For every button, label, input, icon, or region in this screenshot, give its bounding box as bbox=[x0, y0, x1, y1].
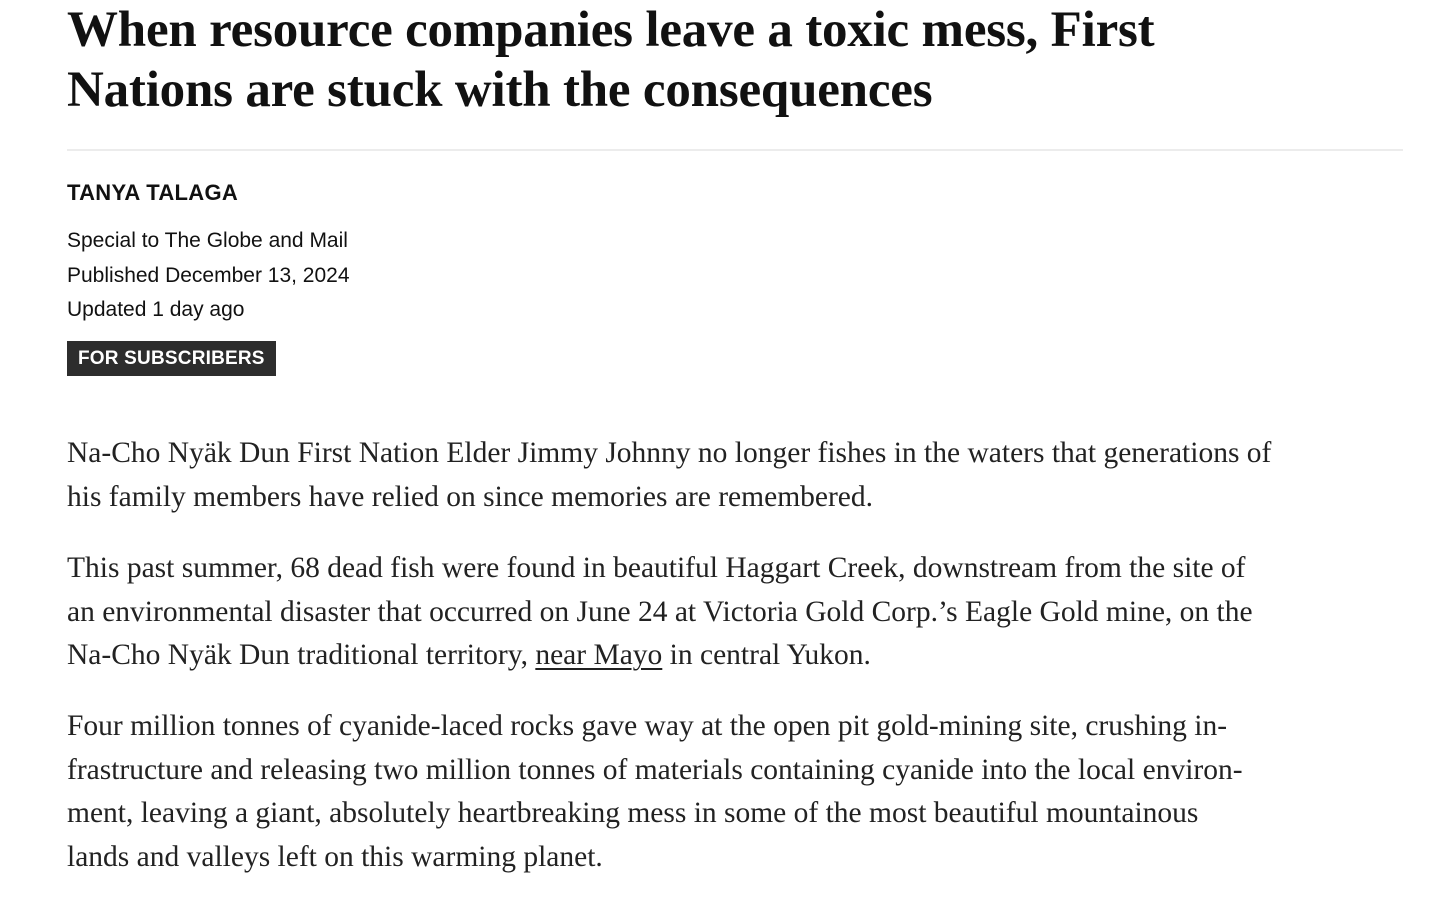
headline-line: When resource companies leave a toxic mess, First bbox=[67, 2, 1155, 58]
byline-affiliation: Special to The Globe and Mail bbox=[67, 229, 348, 252]
paragraph-line bbox=[67, 634, 1407, 678]
author-name-link[interactable]: TANYA TALAGA bbox=[67, 180, 239, 205]
paragraph-line: his family members have relied on since memories are remembered. bbox=[67, 480, 874, 513]
paragraph-text: Na-Cho Nyäk Dun traditional territory, bbox=[67, 639, 536, 671]
article-paragraph bbox=[67, 432, 1407, 519]
headline-line: Nations are stuck with the consequences bbox=[67, 62, 933, 118]
paragraph-line: lands and valleys left on this warming planet. bbox=[67, 840, 603, 873]
paragraph-line: Na-Cho Nyäk Dun First Nation Elder Jimmy Johnny no longer fishes in the waters that generations of bbox=[67, 437, 1272, 469]
article-headline bbox=[67, 0, 1407, 120]
published-date: Published December 13, 2024 bbox=[67, 264, 350, 287]
article-paragraph bbox=[67, 547, 1407, 678]
paragraph-line: ment, leaving a giant, absolutely heartbreaking mess in some of the most beautiful mountainous bbox=[67, 797, 1199, 829]
paragraph-line: This past summer, 68 dead fish were found in beautiful Haggart Creek, downstream from the site of bbox=[67, 552, 1246, 584]
subscribers-badge: FOR SUBSCRIBERS bbox=[67, 341, 276, 376]
headline-divider bbox=[67, 149, 1403, 151]
paragraph-line: frastructure and releasing two million tonnes of materials containing cyanide into the local environ- bbox=[67, 753, 1243, 786]
paragraph-line: Four million tonnes of cyanide-laced rocks gave way at the open pit gold-mining site, crushing in- bbox=[67, 710, 1228, 742]
paragraph-text: in central Yukon. bbox=[662, 639, 871, 671]
paragraph-line: an environmental disaster that occurred on June 24 at Victoria Gold Corp.’s Eagle Gold mine, on the bbox=[67, 595, 1253, 628]
updated-date: Updated 1 day ago bbox=[67, 298, 245, 321]
article-paragraph bbox=[67, 705, 1407, 879]
near-mayo-link[interactable]: near Mayo bbox=[535, 639, 663, 671]
